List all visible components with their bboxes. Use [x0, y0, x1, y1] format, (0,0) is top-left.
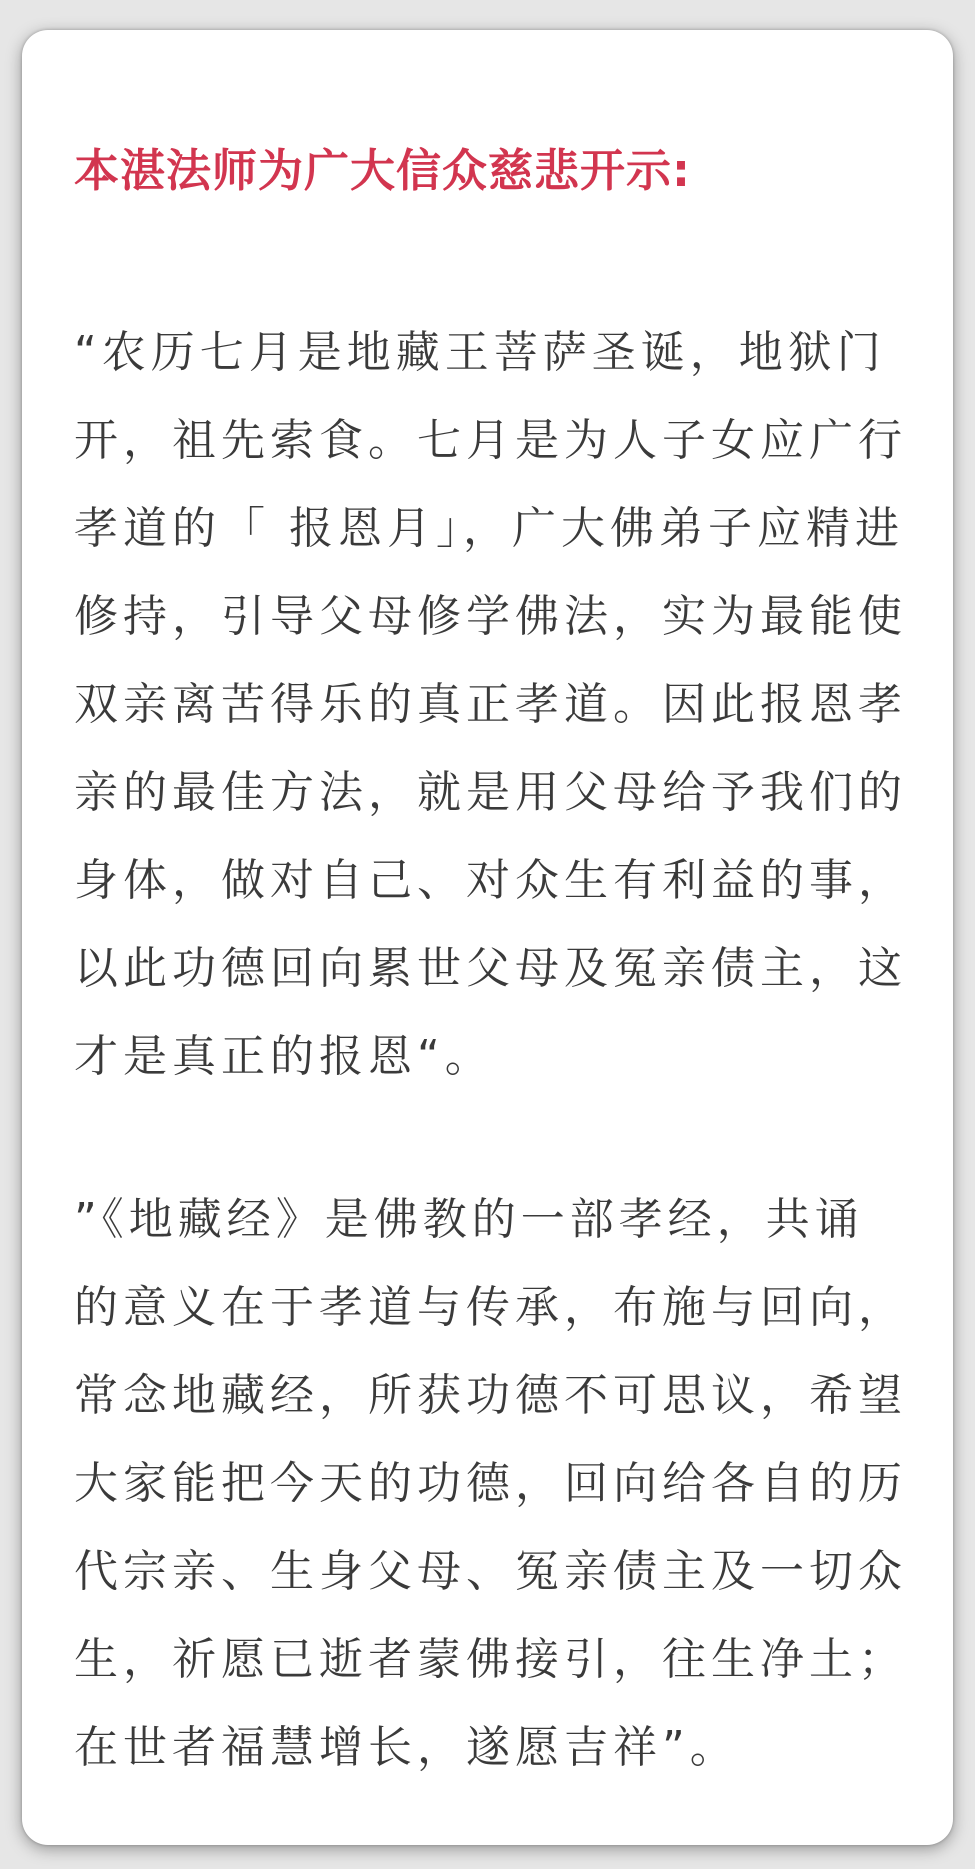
paragraph-line: 常念地藏经，所获功德不可思议，希望 [74, 1370, 907, 1421]
paragraph-line: 亲的最佳方法，就是用父母给予我们的 [74, 767, 907, 818]
paragraph-2 [74, 1176, 954, 1792]
paragraph-line: 才是真正的报恩“。 [74, 1031, 494, 1082]
paragraph-line: 的意义在于孝道与传承，布施与回向， [74, 1282, 907, 1333]
paragraph-line: 双亲离苦得乐的真正孝道。因此报恩孝 [74, 679, 907, 730]
paragraph-line: 生，祈愿已逝者蒙佛接引，往生净土； [74, 1634, 907, 1685]
paragraph-line: “农历七月是地藏王菩萨圣诞，地狱门 [74, 327, 886, 378]
heading: 本湛法师为广大信众慈悲开示: [74, 144, 691, 197]
paragraph-line: 孝道的「 报恩月」，广大佛弟子应精进 [74, 503, 904, 554]
paragraph-line: 以此功德回向累世父母及冤亲债主，这 [74, 943, 907, 994]
paragraph-line: 代宗亲、生身父母、冤亲债主及一切众 [74, 1546, 907, 1597]
paragraph-1 [74, 309, 954, 1101]
paragraph-line: 开，祖先索食。七月是为人子女应广行 [74, 415, 907, 466]
paragraph-line: 身体，做对自己、对众生有利益的事， [74, 855, 907, 906]
paragraph-line: 在世者福慧增长，遂愿吉祥”。 [74, 1722, 739, 1773]
paragraph-line: 大家能把今天的功德，回向给各自的历 [74, 1458, 907, 1509]
paragraph-line: ”《地藏经》是佛教的一部孝经，共诵 [74, 1194, 864, 1245]
content-card [22, 30, 953, 1845]
paragraph-line: 修持，引导父母修学佛法，实为最能使 [74, 591, 907, 642]
